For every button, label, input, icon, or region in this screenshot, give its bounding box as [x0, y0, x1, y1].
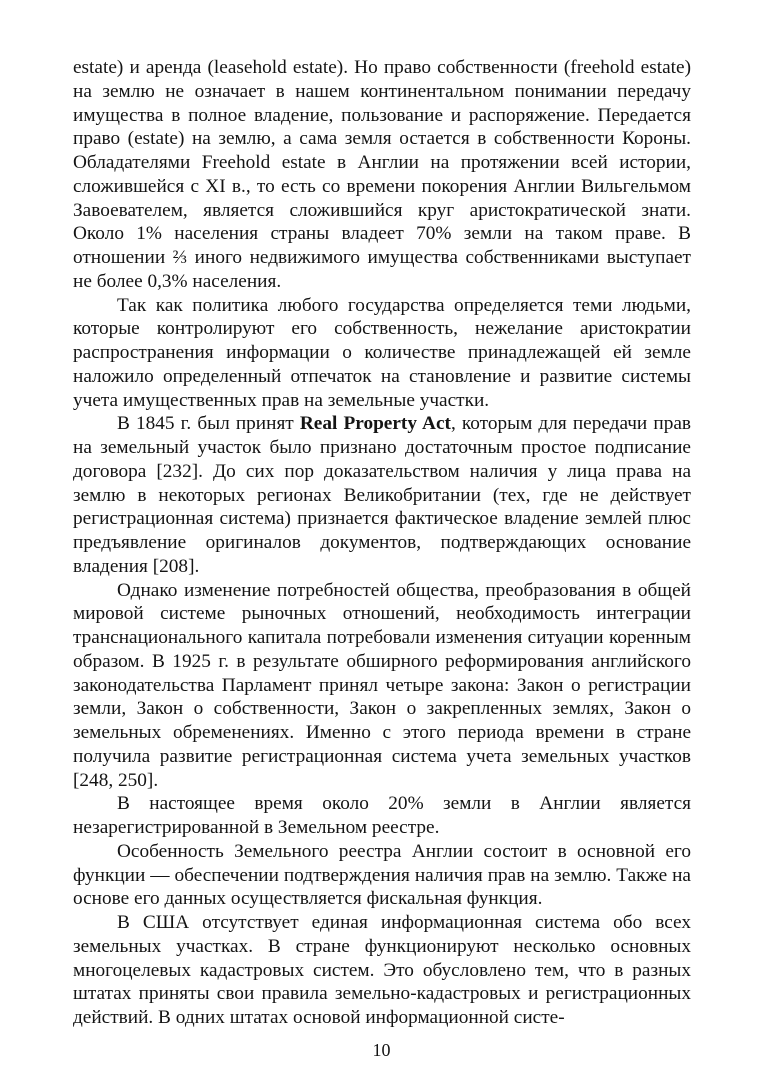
paragraph-freehold-estate: estate) и аренда (leasehold estate). Но право собственности (freehold estate) на землю не означает в нашем континентальном понимании передачу имущества в полное владение, пользование и распоряжение. Передается право (estate) на землю, а сама земля остается в собственности Короны. Обладателями Freehold estate в Англии на протяжении всей истории, сложившейся с XI в., то есть со времени покорения Англии Вильгельмом Завоевателем, является сложившийся круг аристократической знати. Около 1% населения страны владеет 70% земли на таком праве. В отношении ⅔ иного недвижимого имущества собственниками выступает не более 0,3% населения.: [73, 57, 691, 292]
paragraph-1925-reform: Однако изменение потребностей общества, преобразования в общей мировой системе рыночных отношений, необходимость интеграции транснационального капитала потребовали изменения ситуации коренным образом. В 1925 г. в результате обширного реформирования английского законодательства Парламент принял четыре закона: Закон о регистрации земли, Закон о собственности, Закон о закрепленных землях, Закон о земельных обременениях. Именно с этого периода времени в стране получила развитие регистрационная система учета земельных участков [248, 250].: [73, 579, 691, 791]
paragraph-land-registry-function: Особенность Земельного реестра Англии состоит в основной его функции — обеспечении подтверждения наличия прав на землю. Также на основе его данных осуществляется фискальная функция.: [73, 840, 691, 910]
real-property-act-term: Real Property Act: [299, 413, 451, 435]
page-number: 10: [372, 1040, 391, 1060]
paragraph-usa-cadastre: В США отсутствует единая информационная система обо всех земельных участках. В стране функционируют несколько основных многоцелевых кадастровых систем. Это обусловлено тем, что в разных штатах приняты свои правила земельно-кадастровых и регистрационных действий. В одних штатах основой информационной систе-: [73, 912, 691, 1028]
paragraph-unregistered-land: В настоящее время около 20% земли в Англии является незарегистрированной в Земельном реестре.: [73, 793, 691, 838]
paragraph-real-property-act-rest: , которым для передачи прав на земельный участок было признано достаточным простое подписание договора [232]. До сих пор доказательством наличия у лица права на землю в некоторых регионах Великобритании (тех, где не действует регистрационная система) признается фактическое владение землей плюс предъявление оригиналов документов, подтверждающих основание владения [208].: [73, 413, 691, 577]
paragraph-real-property-act: [73, 412, 691, 578]
paragraph-real-property-act-lead: В 1845 г. был принят: [117, 413, 300, 435]
paragraph-aristocracy-policy: Так как политика любого государства определяется теми людьми, которые контролируют его собственность, нежелание аристократии распространения информации о количестве принадлежащей ей земле наложило определенный отпечаток на становление и развитие системы учета имущественных прав на земельные участки.: [73, 294, 691, 411]
document-body: [73, 56, 691, 1030]
